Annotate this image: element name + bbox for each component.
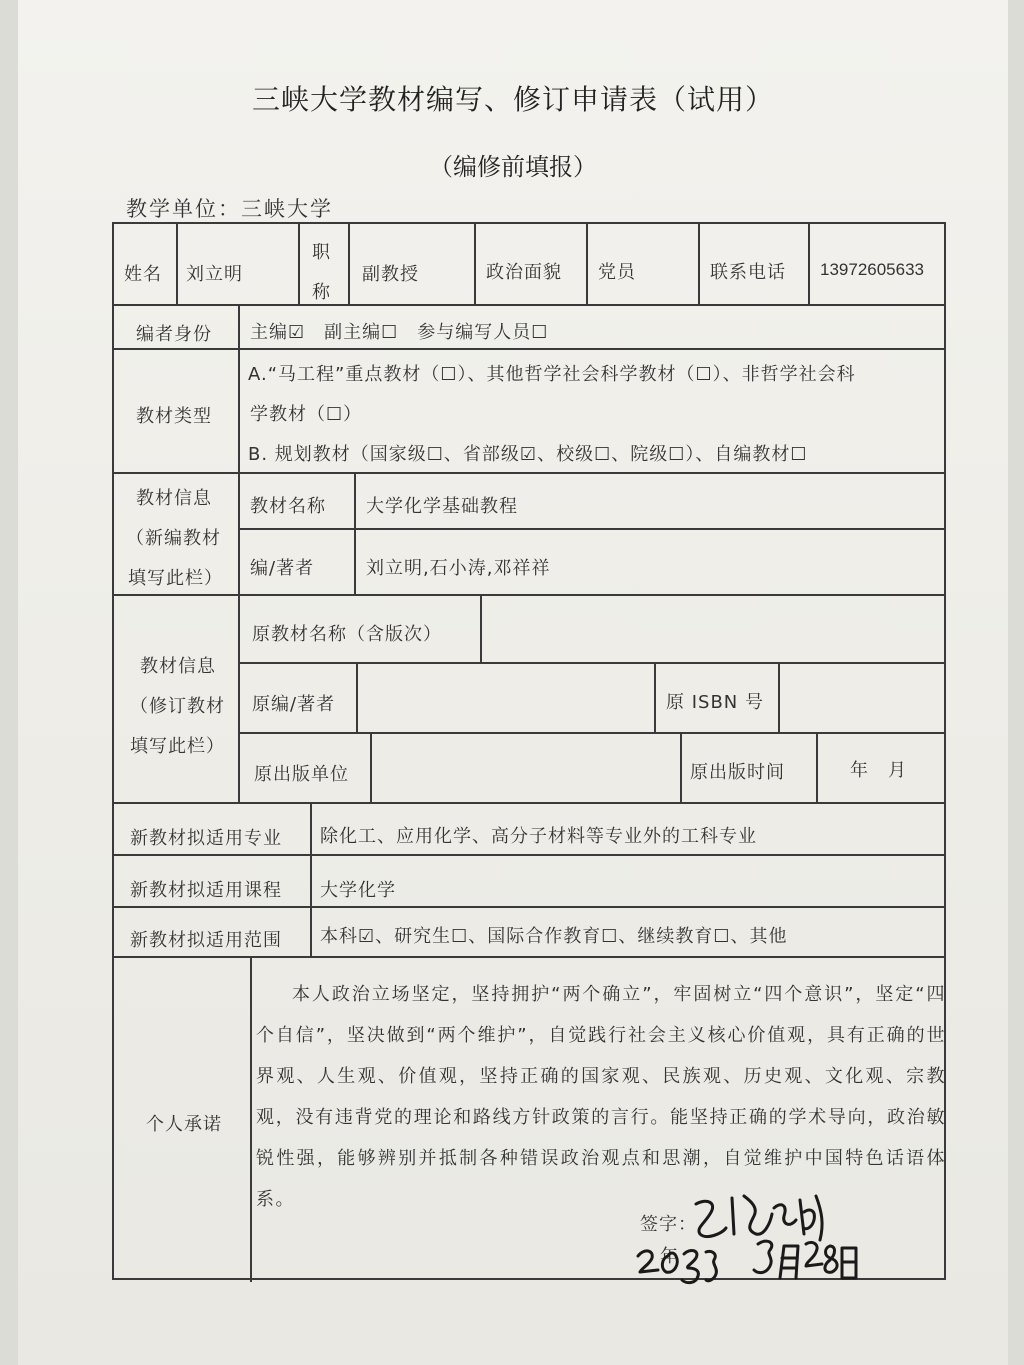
date-year-char: 年 [660, 1246, 679, 1267]
col-divider [356, 662, 358, 732]
editor-identity-options: 主编☑ 副主编☐ 参与编写人员☐ [250, 322, 549, 343]
pledge-label: 个人承诺 [146, 1114, 222, 1135]
political-value: 党员 [598, 262, 636, 283]
row-divider [114, 854, 944, 856]
textbook-type-line-a1: A.“马工程”重点教材（☐）、其他哲学社会科学教材（☐）、非哲学社会科 [248, 364, 856, 385]
phone-label: 联系电话 [710, 262, 786, 283]
col-divider [698, 224, 700, 304]
col-divider [480, 594, 482, 662]
form-sheet [18, 0, 1008, 1365]
scope-label: 新教材拟适用范围 [130, 930, 282, 951]
row-divider [238, 528, 944, 530]
textbook-type-label: 教材类型 [136, 406, 212, 427]
title-label-top: 职 [312, 242, 331, 263]
col-divider [176, 224, 178, 304]
col-divider [310, 802, 312, 956]
sign-label: 签字： [640, 1214, 697, 1235]
col-divider [298, 224, 300, 304]
textbook-type-line-a2: 学教材（☐） [250, 404, 363, 425]
teaching-unit: 教学单位：三峡大学 [126, 197, 333, 221]
col-divider [348, 224, 350, 304]
major-value: 除化工、应用化学、高分子材料等专业外的工科专业 [320, 826, 757, 847]
orig-name-label: 原教材名称（含版次） [252, 624, 442, 645]
name-value: 刘立明 [186, 264, 243, 285]
textbook-name-value: 大学化学基础教程 [366, 496, 518, 517]
course-value: 大学化学 [320, 880, 396, 901]
new-textbook-label-1: 教材信息 [136, 488, 212, 509]
col-divider [778, 662, 780, 732]
revised-textbook-label-3: 填写此栏） [130, 736, 225, 757]
col-divider [474, 224, 476, 304]
row-divider [238, 732, 944, 734]
row-divider [114, 956, 944, 958]
year-month-blank: 年 月 [850, 760, 907, 781]
name-label: 姓名 [124, 264, 162, 285]
scope-value: 本科☑、研究生☐、国际合作教育☐、继续教育☐、其他 [320, 926, 788, 947]
col-divider [370, 732, 372, 802]
col-divider [680, 732, 682, 802]
new-textbook-label-2: （新编教材 [126, 528, 221, 549]
author-label: 编/著者 [250, 558, 315, 579]
major-label: 新教材拟适用专业 [130, 828, 282, 849]
orig-isbn-label: 原 ISBN 号 [666, 692, 764, 713]
phone-value: 13972605633 [820, 260, 925, 279]
handwritten-signature [634, 1194, 934, 1289]
author-value: 刘立明,石小涛,邓祥祥 [366, 558, 551, 579]
col-divider [816, 732, 818, 802]
textbook-name-label: 教材名称 [250, 496, 326, 517]
row-divider [114, 802, 944, 804]
col-divider [250, 956, 252, 1282]
orig-author-label: 原编/著者 [252, 694, 336, 715]
document-subtitle: （编修前填报） [429, 153, 597, 181]
col-divider [354, 472, 356, 594]
revised-textbook-label-2: （修订教材 [130, 696, 225, 717]
row-divider [114, 906, 944, 908]
col-divider [586, 224, 588, 304]
course-label: 新教材拟适用课程 [130, 880, 282, 901]
col-divider [808, 224, 810, 304]
row-divider [238, 662, 944, 664]
new-textbook-label-3: 填写此栏） [128, 568, 223, 589]
document-title: 三峡大学教材编写、修订申请表（试用） [251, 83, 774, 116]
editor-identity-label: 编者身份 [136, 324, 212, 345]
application-form-table [112, 222, 946, 1280]
title-value: 副教授 [362, 264, 419, 285]
orig-pub-time-label: 原出版时间 [690, 762, 785, 783]
pledge-text: 本人政治立场坚定，坚持拥护“两个确立”，牢固树立“四个意识”，坚定“四个自信”，坚决做到“两个维护”，自觉践行社会主义核心价值观，具有正确的世界观、人生观、价值观，坚持正确的国家观、民族观、历史观、文化观、宗教观，没有违背党的理论和路线方针政策的言行。能坚持正确的学术导向，政治敏锐性强，能够辨别并抵制各种错误政治观点和思潮，自觉维护中国特色话语体系。 [256, 984, 946, 1210]
col-divider [238, 304, 240, 802]
revised-textbook-label-1: 教材信息 [140, 656, 216, 677]
title-label-bottom: 称 [312, 282, 331, 303]
orig-publisher-label: 原出版单位 [254, 764, 349, 785]
col-divider [654, 662, 656, 732]
textbook-type-line-b: B. 规划教材（国家级☐、省部级☑、校级☐、院级☐）、自编教材☐ [248, 444, 808, 465]
political-label: 政治面貌 [486, 262, 562, 283]
